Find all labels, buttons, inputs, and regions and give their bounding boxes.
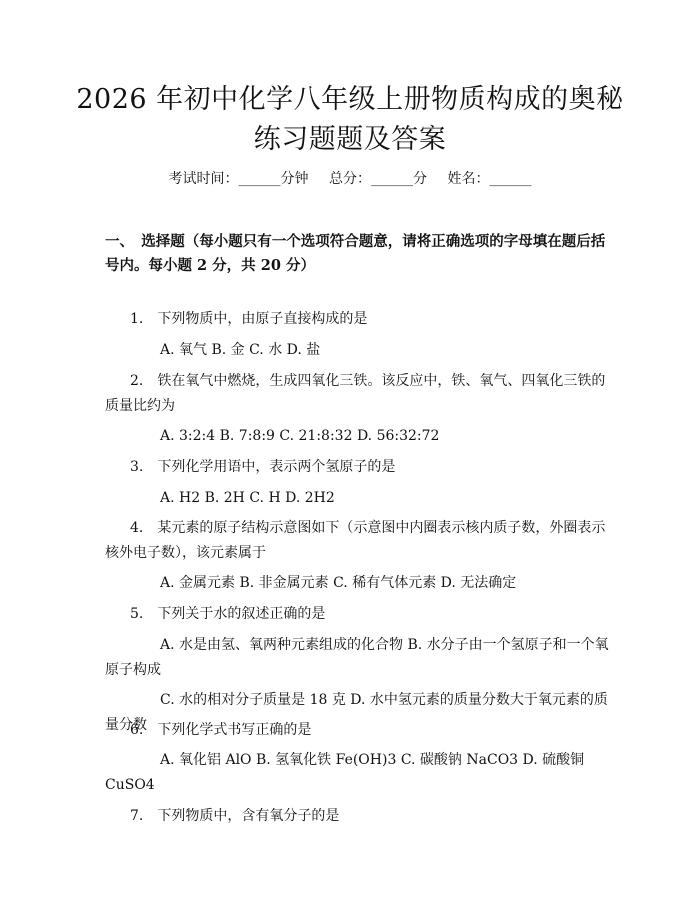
section-heading: 一、 选择题（每小题只有一个选项符合题意，请将正确选项的字母填在题后括号内。每小题 2 分，共 20 分） [105,233,606,274]
question-5-option-line-2: C. 水的相对分子质量是 18 克 D. 水中氢元素的质量分数大于氧元素的质量分数 [105,692,608,733]
student-name-field: 姓名：______ [447,171,532,187]
question-3: 3. 下列化学用语中，表示两个氢原子的是 [130,459,396,475]
question-2-option-line: A. 3:2:4 B. 7:8:9 C. 21:8:32 D. 56:32:72 [160,428,440,444]
exam-time-field: 考试时间：______分钟 [168,171,309,187]
question-5: 5. 下列关于水的叙述正确的是 [130,606,326,622]
question-6-option-line: A. 氧化铝 AlO B. 氢氧化铁 Fe(OH)3 C. 碳酸钠 NaCO3 D. 硫酸铜 CuSO4 [105,752,585,793]
question-2: 2. 铁在氧气中燃烧，生成四氧化三铁。该反应中，铁、氧气、四氧化三铁的质量比约为 [105,373,606,414]
question-7: 7. 下列物质中，含有氧分子的是 [130,808,340,824]
exam-meta [0,168,700,188]
question-3-option-line: A. H2 B. 2H C. H D. 2H2 [160,490,335,506]
question-1: 1. 下列物质中，由原子直接构成的是 [130,311,368,327]
question-6: 6. 下列化学式书写正确的是 [130,722,312,738]
question-4: 4. 某元素的原子结构示意图如下（示意图中内圈表示核内质子数，外圈表示核外电子数），该元素属于 [105,520,606,561]
title-line-2: 练习题题及答案 [253,124,447,155]
question-5-option-line-1: A. 水是由氢、氧两种元素组成的化合物 B. 水分子由一个氢原子和一个氧原子构成 [105,637,609,678]
title-line-1: 2026 年初中化学八年级上册物质构成的奥秘 [76,84,624,115]
document-title [0,80,700,160]
question-4-option-line: A. 金属元素 B. 非金属元素 C. 稀有气体元素 D. 无法确定 [160,575,517,591]
total-score-field: 总分：______分 [329,171,427,187]
question-1-option-line: A. 氧气 B. 金 C. 水 D. 盐 [160,342,321,358]
